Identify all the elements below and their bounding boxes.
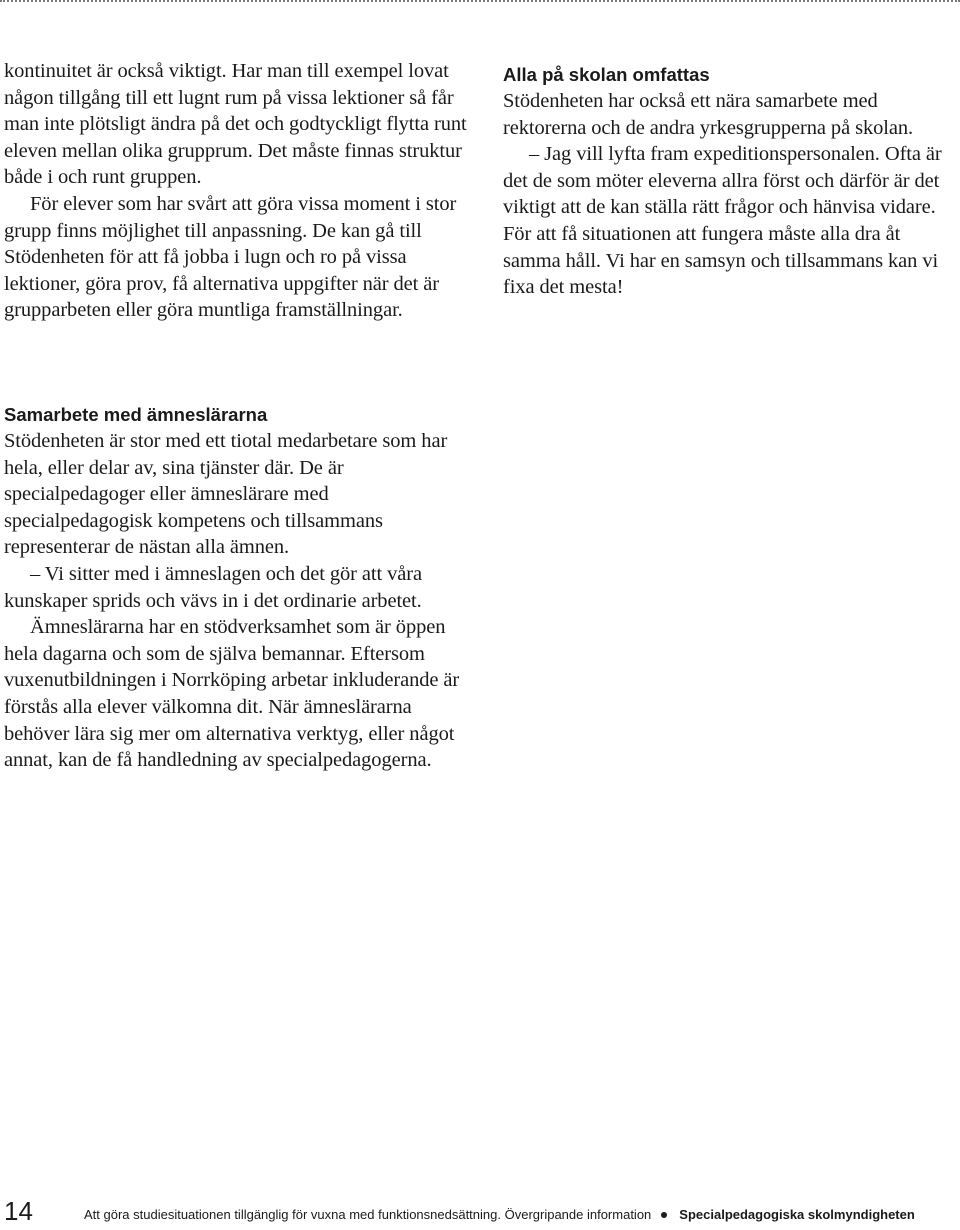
body-paragraph: kontinuitet är också viktigt. Har man till exempel lovat någon tillgång till ett lugnt rum på vissa lektioner så får man inte plötsligt ändra på det och godtyckligt flytta runt eleven mellan olika grupprum. Det måste finnas struktur både i och runt gruppen.: [4, 60, 467, 189]
body-paragraph: För elever som har svårt att göra vissa moment i stor grupp finns möjlighet till anpassning. De kan gå till Stödenheten för att få jobba i lugn och ro på vissa lektioner, göra prov, få alternativa uppgifter när det är grupparbeten eller göra muntliga framställningar.: [4, 192, 457, 322]
body-paragraph: – Jag vill lyfta fram expeditionspersonalen. Ofta är det de som möter eleverna allra först och därför är det viktigt att de kan ställa rätt frågor och hänvisa vidare. För att få situationen att fungera måste alla dra åt samma håll. Vi har en samsyn och tillsammans kan vi fixa det mesta!: [503, 143, 942, 299]
right-column: [503, 62, 953, 301]
body-paragraph: Ämneslärarna har en stödverksamhet som är öppen hela dagarna och som de själva bemannar. Eftersom vuxenutbildningen i Norrköping arbetar inkluderande är förstås alla elever välkomna dit. När ämneslärarna behöver lära sig mer om alternativa verktyg, eller något annat, kan de få handledning av specialpedagogerna.: [4, 616, 460, 772]
body-paragraph: Stödenheten har också ett nära samarbete med rektorerna och de andra yrkesgrupperna på skolan.: [503, 90, 914, 139]
section-heading: Samarbete med ämneslärarna: [4, 404, 268, 425]
bullet-icon: [661, 1212, 667, 1218]
footer-publisher: Specialpedagogiska skolmyndigheten: [679, 1207, 915, 1222]
top-dotted-rule: [0, 0, 960, 8]
section-heading: Alla på skolan omfattas: [503, 64, 710, 85]
left-column-top: [4, 58, 474, 324]
footer-text: [84, 1206, 915, 1224]
body-paragraph: Stödenheten är stor med ett tiotal medarbetare som har hela, eller delar av, sina tjänster där. De är specialpedagoger eller ämneslärare med specialpedagogisk kompetens och tillsammans representerar de nästan alla ämnen.: [4, 430, 448, 559]
left-column-bottom: [4, 402, 474, 774]
footer-title: Att göra studiesituationen tillgänglig för vuxna med funktionsnedsättning. Övergripande information: [84, 1207, 652, 1222]
page-number: 14: [4, 1196, 33, 1226]
body-paragraph: – Vi sitter med i ämneslagen och det gör att våra kunskaper sprids och vävs in i det ordinarie arbetet.: [4, 562, 422, 612]
